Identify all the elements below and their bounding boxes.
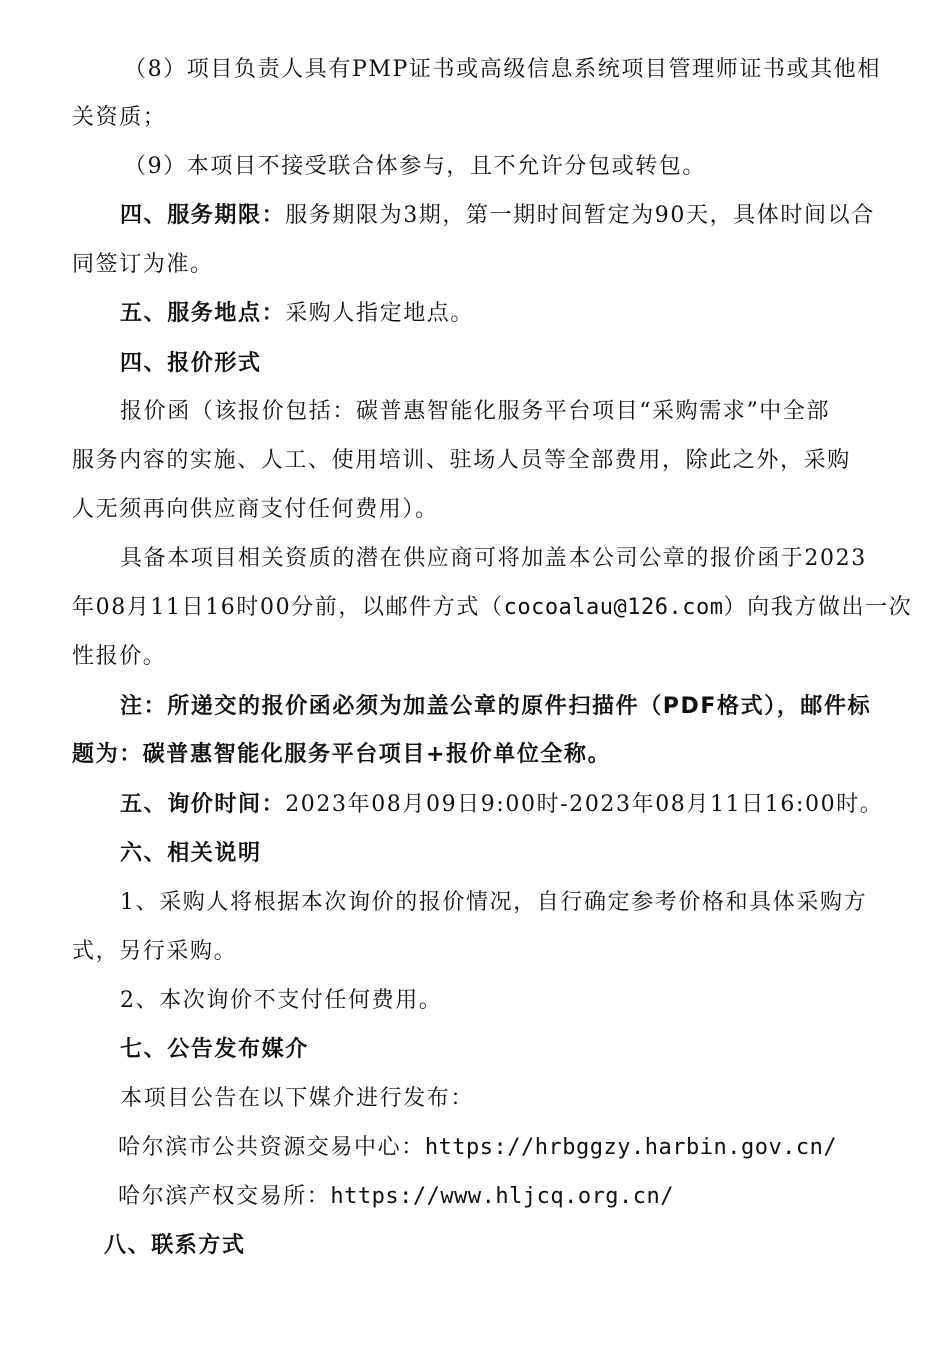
contact-heading: 八、联系方式 (104, 1233, 246, 1258)
submission-line-3: 性报价。 (72, 644, 167, 669)
media-intro: 本项目公告在以下媒介进行发布： (120, 1086, 475, 1111)
related-notes-heading: 六、相关说明 (120, 841, 262, 866)
media-item-2-link[interactable]: https://www.hljcq.org.cn/ (330, 1184, 675, 1209)
media-heading: 七、公告发布媒介 (120, 1037, 309, 1062)
quote-form-heading: 四、报价形式 (120, 351, 262, 376)
related-note-1-line-1: 1、采购人将根据本次询价的报价情况，自行确定参考价格和具体采购方 (120, 890, 868, 915)
media-item-1 (118, 1124, 837, 1172)
inquiry-time-heading: 五、询价时间： (120, 792, 286, 817)
media-item-2 (118, 1173, 674, 1221)
submission-line-1: 具备本项目相关资质的潜在供应商可将加盖本公司公章的报价函于2023 (120, 546, 867, 571)
requirement-item-8-line-1: （8）项目负责人具有PMP证书或高级信息系统项目管理师证书或其他相 (124, 57, 881, 82)
related-note-1-line-2: 式，另行采购。 (72, 939, 238, 964)
service-period-heading: 四、服务期限： (120, 203, 286, 228)
service-period-text: 服务期限为3期，第一期时间暂定为90天，具体时间以合 (285, 203, 875, 228)
service-period-line-1 (120, 192, 875, 240)
related-note-2: 2、本次询价不支付任何费用。 (120, 988, 443, 1013)
service-location-text: 采购人指定地点。 (285, 301, 475, 326)
requirement-item-9: （9）本项目不接受联合体参与，且不允许分包或转包。 (124, 154, 706, 179)
submission-deadline-text: 年08月11日16时00分前，以邮件方式（ (72, 595, 504, 620)
inquiry-time (120, 781, 883, 829)
media-item-1-label: 哈尔滨市公共资源交易中心： (118, 1135, 425, 1160)
inquiry-time-text: 2023年08月09日9:00时-2023年08月11日16:00时。 (285, 792, 884, 817)
service-location-heading: 五、服务地点： (120, 301, 286, 326)
service-location (120, 290, 474, 338)
quote-form-line-3: 人无须再向供应商支付任何费用）。 (72, 497, 439, 522)
requirement-item-8-line-2: 关资质； (72, 105, 167, 130)
quote-form-line-1: 报价函（该报价包括：碳普惠智能化服务平台项目“采购需求”中全部 (120, 399, 831, 424)
submission-method-text: ）向我方做出一次 (723, 595, 913, 620)
note-line-2: 题为：碳普惠智能化服务平台项目+报价单位全称。 (72, 742, 612, 767)
service-period-line-2: 同签订为准。 (72, 252, 214, 277)
note-line-1: 注：所递交的报价函必须为加盖公章的原件扫描件（PDF格式），邮件标 (120, 694, 872, 719)
media-item-2-label: 哈尔滨产权交易所： (118, 1184, 331, 1209)
quote-form-line-2: 服务内容的实施、人工、使用培训、驻场人员等全部费用，除此之外，采购 (72, 448, 851, 473)
contact-email[interactable]: cocoalau@126.com (503, 595, 724, 620)
media-item-1-link[interactable]: https://hrbggzy.harbin.gov.cn/ (424, 1135, 838, 1160)
submission-line-2 (72, 584, 912, 632)
